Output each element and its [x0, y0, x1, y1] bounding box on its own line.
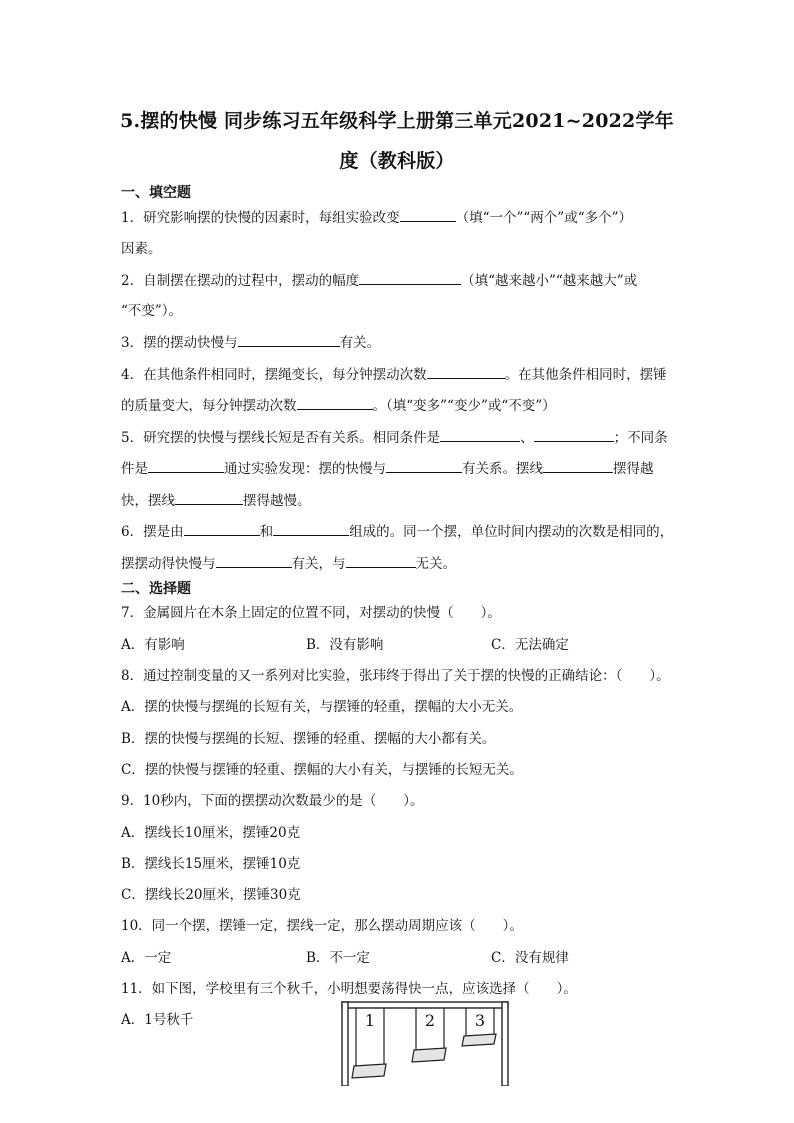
question-4-line1: 4．在其他条件相同时，摆绳变长，每分钟摆动次数 。在其他条件相同时，摆锤 [121, 367, 667, 383]
question-10-option-c[interactable]: C．没有规律 [491, 950, 569, 966]
question-5-line1: 5．研究摆的快慢与摆线长短是否有关系。相同条件是 、 ；不同条 [121, 430, 668, 446]
question-6-line2: 摆摆动得快慢与 有关，与 无关。 [121, 556, 456, 572]
answer-blank[interactable] [216, 554, 292, 568]
question-9-stem: 9．10秒内，下面的摆摆动次数最少的是（ ）。 [121, 793, 424, 809]
question-3-line1: 3．摆的摆动快慢与 有关。 [121, 335, 381, 351]
question-5-line3: 快，摆线 摆得越慢。 [121, 493, 311, 509]
answer-blank[interactable] [297, 396, 373, 410]
question-2-line1: 2．自制摆在摆动的过程中，摆动的幅度 （填“越来越小”“越来越大”或 [121, 273, 638, 289]
swing-frame-left-post [342, 1002, 348, 1086]
swing-3-label: 3 [474, 1011, 486, 1030]
question-8-stem: 8．通过控制变量的又一系列对比实验，张玮终于得出了关于摆的快慢的正确结论：（ ）。 [121, 668, 670, 684]
question-5-line2: 件是 通过实验发现：摆的快慢与 有关系。摆线 摆得越 [121, 461, 654, 477]
swings-figure [340, 1000, 510, 1086]
answer-blank[interactable] [543, 459, 613, 473]
swing-3-seat [462, 1034, 496, 1046]
question-8-option-a[interactable]: A．摆的快慢与摆绳的长短有关，与摆锤的轻重，摆幅的大小无关。 [121, 699, 523, 715]
question-8-option-b[interactable]: B．摆的快慢与摆绳的长短、摆锤的轻重、摆幅的大小都有关。 [121, 731, 496, 747]
answer-blank[interactable] [427, 365, 505, 379]
question-7-stem: 7．金属圆片在木条上固定的位置不同，对摆动的快慢（ ）。 [121, 605, 501, 621]
question-7-option-b[interactable]: B．没有影响 [306, 637, 384, 653]
question-1-line2: 因素。 [121, 241, 162, 257]
question-9-option-b[interactable]: B．摆线长15厘米，摆锤10克 [121, 856, 301, 872]
answer-blank[interactable] [148, 459, 224, 473]
swing-frame-right-post [502, 1002, 508, 1086]
question-7-option-a[interactable]: A．有影响 [121, 637, 185, 653]
question-11-option-a[interactable]: A．1号秋千 [121, 1012, 194, 1028]
question-10-stem: 10．同一个摆，摆锤一定，摆线一定，那么摆动周期应该（ ）。 [121, 918, 523, 934]
answer-blank[interactable] [534, 428, 614, 442]
answer-blank[interactable] [386, 459, 462, 473]
question-9-option-a[interactable]: A．摆线长10厘米，摆锤20克 [121, 825, 301, 841]
answer-blank[interactable] [359, 271, 461, 285]
answer-blank[interactable] [175, 491, 243, 505]
question-6-line1: 6．摆是由 和 组成的。同一个摆，单位时间内摆动的次数是相同的， [121, 524, 674, 540]
swing-frame-top [342, 1002, 508, 1008]
question-7-option-c[interactable]: C．无法确定 [491, 637, 569, 653]
question-8-option-c[interactable]: C．摆的快慢与摆锤的轻重、摆幅的大小有关，与摆锤的长短无关。 [121, 762, 523, 778]
question-2-line2: “不变”）。 [121, 303, 183, 319]
section-choice-heading: 二、选择题 [121, 581, 191, 597]
answer-blank[interactable] [273, 522, 349, 536]
answer-blank[interactable] [400, 208, 456, 222]
swing-1-label: 1 [364, 1011, 376, 1030]
question-11-stem: 11．如下图，学校里有三个秋千，小明想要荡得快一点，应该选择（ ）。 [121, 981, 577, 997]
swing-2-seat [412, 1048, 446, 1062]
page-title-line2: 度（教科版） [339, 150, 455, 172]
page-title-line1: 5.摆的快慢 同步练习五年级科学上册第三单元2021~2022学年 [120, 110, 674, 132]
swing-2-label: 2 [424, 1011, 436, 1030]
question-10-option-a[interactable]: A．一定 [121, 950, 172, 966]
answer-blank[interactable] [238, 333, 340, 347]
question-1-line1: 1．研究影响摆的快慢的因素时，每组实验改变 （填“一个”“两个”或“多个”） [121, 210, 633, 226]
section-fill-heading: 一、填空题 [121, 185, 191, 201]
question-10-option-b[interactable]: B．不一定 [306, 950, 370, 966]
answer-blank[interactable] [346, 554, 416, 568]
answer-blank[interactable] [440, 428, 520, 442]
question-4-line2: 的质量变大，每分钟摆动次数 。（填“变多”“变少”或“不变”） [121, 398, 556, 414]
question-9-option-c[interactable]: C．摆线长20厘米，摆锤30克 [121, 887, 301, 903]
swing-1-seat [352, 1064, 386, 1078]
answer-blank[interactable] [184, 522, 260, 536]
